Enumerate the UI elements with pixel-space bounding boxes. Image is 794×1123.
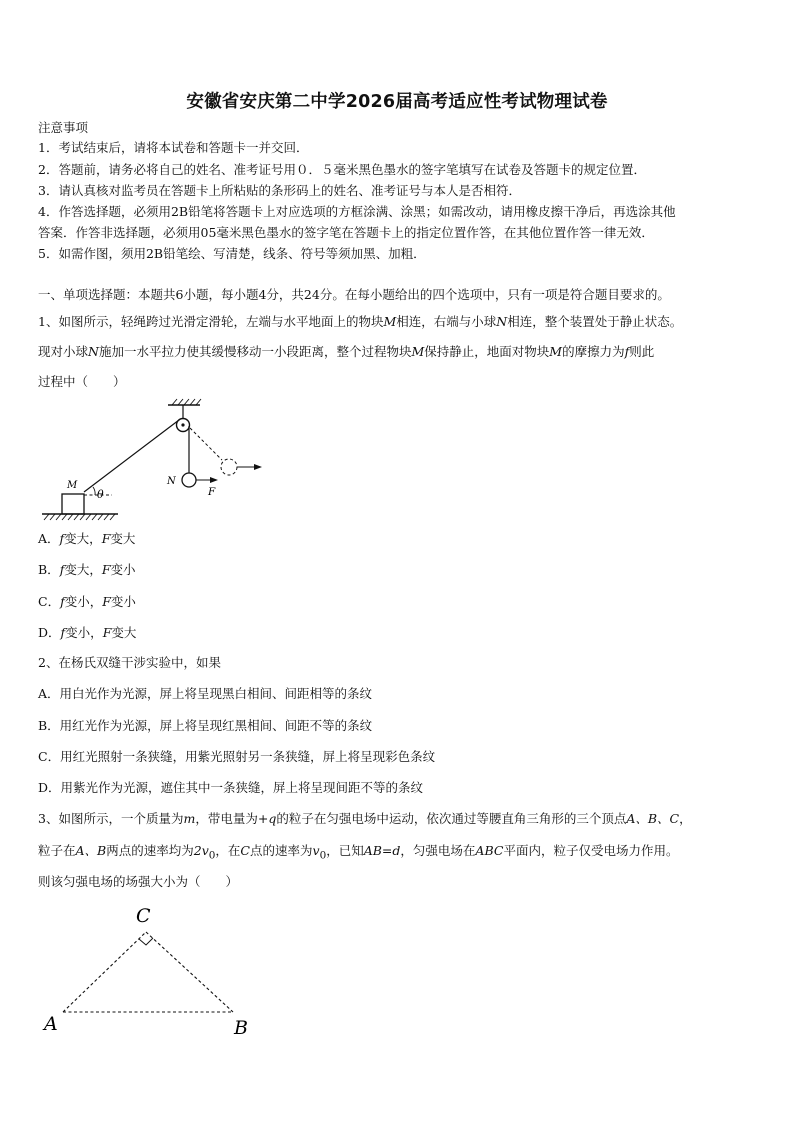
option-text: 变小: [110, 562, 136, 577]
option-text: 变大: [111, 625, 137, 640]
section-heading: 一、单项选择题：本题共6小题，每小题4分，共24分。在每小题给出的四个选项中，只有一项是符合题目要求的。: [38, 287, 670, 302]
vertex-B-label: B: [234, 1017, 248, 1039]
option-letter: D．: [38, 625, 61, 640]
q3-text: ，匀强电场在: [400, 843, 476, 858]
q3-stem-line3: 则该匀强电场的场强大小为（ ）: [38, 874, 239, 889]
option-letter: C．: [38, 594, 61, 609]
q1-option-a: [38, 531, 135, 547]
vertex-A-label: A: [44, 1013, 58, 1035]
q3-sub-0: 0: [319, 849, 327, 862]
option-var-F: F: [102, 594, 111, 609]
q1-text: 相连，右端与小球: [396, 314, 497, 329]
q1-var-M: M: [549, 344, 563, 359]
q1-var-M: M: [383, 314, 397, 329]
notice-item: 3．请认真核对监考员在答题卡上所粘贴的条形码上的姓名、准考证号与本人是否相符．: [38, 183, 521, 198]
q3-var-q: +q: [257, 811, 277, 826]
q1-text: 施加一水平拉力使其缓慢移动一小段距离，整个过程物块: [98, 344, 412, 359]
notice-item: 4．作答选择题，必须用2B铅笔将答题卡上对应选项的方框涂满、涂黑；如需改动，请用橡皮擦干净后，再选涂其他: [38, 204, 676, 219]
q2-option-c: C．用红光照射一条狭缝，用紫光照射另一条狭缝，屏上将呈现彩色条纹: [38, 749, 436, 764]
notice-item: 2．答题前，请务必将自己的姓名、准考证号用０．５毫米黑色墨水的签字笔填写在试卷及答题卡的规定位置．: [38, 162, 646, 177]
q3-triangle-figure: [38, 900, 268, 1045]
option-var-F: F: [102, 625, 112, 640]
q3-var-2v: 2v: [193, 843, 209, 858]
q1-stem-line3: 过程中（ ）: [38, 374, 126, 389]
label-F: F: [208, 486, 216, 498]
q2-stem: 2、在杨氏双缝干涉实验中，如果: [38, 655, 221, 670]
q2-option-b: B．用红光作为光源，屏上将呈现红黑相间、间距不等的条纹: [38, 718, 373, 733]
q3-text: ，: [679, 811, 692, 826]
q3-text: 粒子在: [38, 843, 76, 858]
q2-option-d: D．用紫光作为光源，遮住其中一条狭缝，屏上将呈现间距不等的条纹: [38, 780, 424, 795]
q3-text: 点的速率为: [249, 843, 313, 858]
q3-var-abc-plane: ABC: [475, 843, 504, 858]
notice-item: 1．考试结束后，请将本试卷和答题卡一并交回．: [38, 140, 309, 155]
q3-stem-line1: [38, 811, 692, 827]
q3-var-abd: AB=d: [363, 843, 401, 858]
option-var-f: f: [59, 531, 65, 546]
q3-var-ab: A、B: [75, 843, 107, 858]
notice-item: 答案．作答非选择题，必须用05毫米黑色墨水的签字笔在答题卡上的指定位置作答，在其他位置作答一律无效．: [38, 225, 654, 240]
block-M: [62, 494, 84, 514]
notice-item: 5．如需作图，须用2B铅笔绘、写清楚，线条、符号等须加黑、加粗．: [38, 246, 426, 261]
label-N: N: [167, 476, 176, 487]
notice-heading: 注意事项: [38, 120, 89, 135]
q1-var-M: M: [411, 344, 425, 359]
q1-text: 相连，整个装置处于静止状态。: [507, 314, 683, 329]
q3-var-v: v: [312, 843, 320, 858]
q2-option-a: A．用白光作为光源，屏上将呈现黑白相间、间距相等的条纹: [38, 686, 373, 701]
label-theta: θ: [97, 488, 104, 501]
q3-var-m: m: [183, 811, 196, 826]
q3-var-abc: A、B、C: [626, 811, 680, 826]
q3-text: 的粒子在匀强电场中运动，依次通过等腰直角三角形的三个顶点: [276, 811, 627, 826]
option-var-F: F: [101, 531, 111, 546]
q3-text: 两点的速率均为: [106, 843, 194, 858]
option-letter: A．: [38, 531, 60, 546]
option-text: 变小: [110, 594, 136, 609]
ball-N-icon: [182, 473, 196, 487]
option-var-f: f: [60, 625, 66, 640]
q1-stem-line2: [38, 344, 654, 360]
q1-text: 的摩擦力为: [562, 344, 625, 359]
option-text: 变小，: [65, 625, 103, 640]
option-var-f: f: [59, 562, 65, 577]
q1-var-f: f: [624, 344, 630, 359]
vertex-C-label: C: [136, 905, 151, 927]
q1-var-N: N: [496, 314, 508, 329]
q3-text: ，带电量为: [195, 811, 258, 826]
q1-option-b: [38, 562, 136, 578]
q3-text: ，在: [215, 843, 241, 858]
q1-text: 现对小球: [38, 344, 89, 359]
q1-option-c: [38, 594, 136, 610]
q1-text: 保持静止，地面对物块: [424, 344, 550, 359]
label-M: M: [67, 480, 78, 491]
q3-sub-0: 0: [208, 849, 216, 862]
q3-text: ，已知: [326, 843, 364, 858]
page-title: 安徽省安庆第二中学2026届高考适应性考试物理试卷: [186, 92, 608, 112]
ball-displaced-icon: [221, 459, 237, 475]
option-text: 变大，: [64, 562, 102, 577]
q3-text: 3、如图所示，一个质量为: [38, 811, 184, 826]
option-text: 变大: [110, 531, 136, 546]
option-var-f: f: [60, 594, 65, 609]
q1-option-d: [38, 625, 136, 641]
option-text: 变小，: [64, 594, 103, 609]
q1-var-N: N: [88, 344, 99, 359]
option-var-F: F: [101, 562, 111, 577]
q1-text: 则此: [629, 344, 655, 359]
q1-text: 1、如图所示，轻绳跨过光滑定滑轮，左端与水平地面上的物块: [38, 314, 384, 329]
option-text: 变大，: [64, 531, 102, 546]
q3-var-c: C: [240, 843, 250, 858]
option-letter: B．: [38, 562, 60, 577]
q3-stem-line2: [38, 843, 678, 864]
q3-text: 平面内，粒子仅受电场力作用。: [503, 843, 679, 858]
q1-stem-line1: [38, 314, 682, 330]
q1-pulley-figure: [38, 398, 268, 523]
